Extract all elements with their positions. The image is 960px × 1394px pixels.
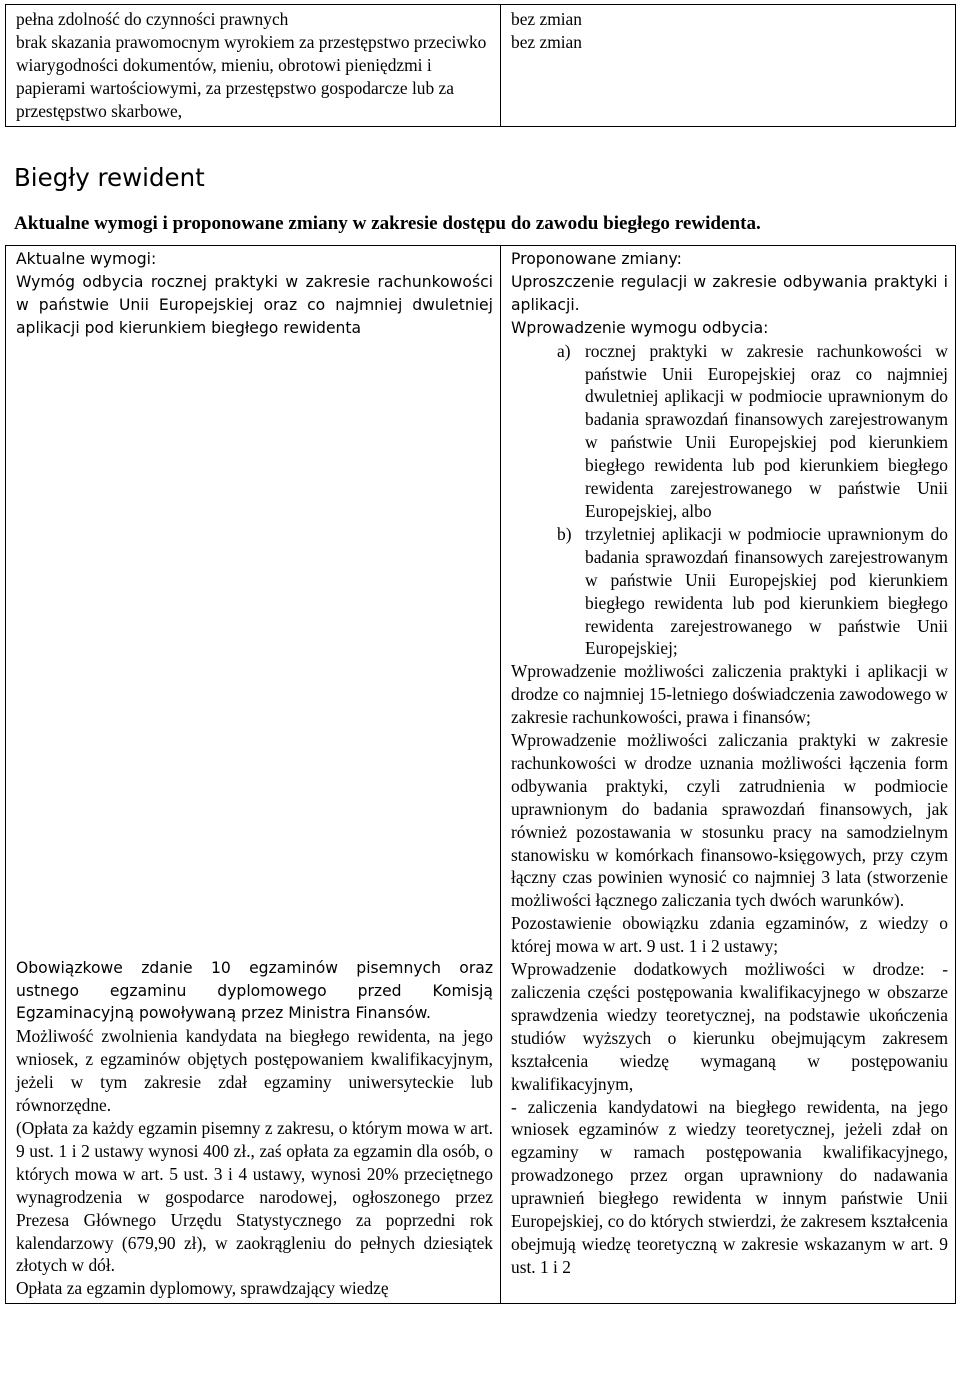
proposed-changes-header: Proponowane zmiany: [511, 250, 682, 268]
list-label-b: b) [557, 523, 572, 544]
exam-requirement: Obowiązkowe zdanie 10 egzaminów pisemnych oraz ustnego egzaminu dyplomowego przed Komisją Egzaminacyjną powoływaną przez Ministra Finansów. [16, 958, 493, 1023]
no-conviction-requirement: brak skazania prawomocnym wyrokiem za przestępstwo przeciwko wiarygodności dokumentów, mieniu, obrotowi pieniędzmi i papierami wartościowymi, za przestępstwo gospodarcze lub za przestępstwo skarbowe, [16, 31, 487, 121]
current-requirements-cell [6, 246, 501, 1304]
list-text-a: rocznej praktyki w zakresie rachunkowości w państwie Unii Europejskiej oraz co najmniej dwuletniej aplikacji w podmiocie uprawnionym do badania sprawozdań finansowych zarejestrowanym w państwie Unii Europejskiej pod kierunkiem biegłego rewidenta lub pod kierunkiem biegłego rewidenta zarejestrowanego w państwie Unii Europejskiej, albo [585, 340, 948, 521]
proposed-changes-cell [501, 246, 956, 1304]
section-subtitle: Aktualne wymogi i proponowane zmiany w zakresie dostępu do zawodu biegłego rewidenta. [14, 213, 761, 234]
combined-practice-text: Wprowadzenie możliwości zaliczania praktyki w zakresie rachunkowości w drodze uznania możliwości łączenia form odbywania praktyki, czyli zatrudnienia w podmiocie uprawnionym do badania sprawozdań finansowych, jak również pozostawania w stosunku pracy na samodzielnym stanowisku w komórkach finansowo-księgowych, przy czym łączny czas powinien wynosić co najmniej 3 lata (stworzenie możliwości łącznego zaliczania tych dwóch warunków). [511, 730, 948, 911]
additional-options-text: Wprowadzenie dodatkowych możliwości w drodze: - zaliczenia części postępowania kwalifikacyjnego w obszarze sprawdzenia wiedzy teoretycznej, na podstawie ukończenia studiów wyższych o kierunku obejmującym zakresem kształcenia wiedzę wymaganą w postępowaniu kwalifikacyjnym, [511, 959, 948, 1094]
list-text-b: trzyletniej aplikacji w podmiocie uprawnionym do badania sprawozdań finansowych zarejestrowanym w państwie Unii Europejskiej pod kierunkiem biegłego rewidenta lub pod kierunkiem biegłego rewidenta zarejestrowanego w państwie Unii Europejskiej; [585, 523, 948, 659]
left-spacer [16, 340, 493, 957]
fees-text: (Opłata za każdy egzamin pisemny z zakresu, o którym mowa w art. 9 ust. 1 i 2 ustawy wynosi 400 zł., zaś opłata za egzamin dla osób, o których mowa w art. 5 ust. 3 i 4 ustawy, wynosi 20% przeciętnego wynagrodzenia w gospodarce narodowej, ogłoszonego przez Prezesa Głównego Urzędu Statystycznego za poprzedni rok kalendarzowy (679,90 zł), w zaokrągleniu do pełnych dziesiątek złotych w dół. [16, 1117, 493, 1276]
list-label-a: a) [557, 340, 571, 361]
unchanged-note-1: bez zmian [511, 9, 582, 29]
practice-requirement: Wymóg odbycia rocznej praktyki w zakresie rachunkowości w państwie Unii Europejskiej oraz co najmniej dwuletniej aplikacji pod kierunkiem biegłego rewidenta [16, 272, 493, 337]
list-item-a [511, 340, 948, 523]
crediting-text: - zaliczenia kandydatowi na biegłego rewidenta, na jego wniosek egzaminów z wiedzy teoretycznej, jeżeli zdał on egzaminy w ramach postępowania kwalifikacyjnego, prowadzonego przez organ uprawniony do nadawania uprawnień biegłego rewidenta w innym państwie Unii Europejskiej, co do których stwierdzi, że zakresem kształcenia obejmują wiedzę teoretyczną w zakresie wskazanym w art. 9 ust. 1 i 2 [511, 1096, 948, 1277]
diploma-fee-text: Opłata za egzamin dyplomowy, sprawdzający wiedzę [16, 1278, 389, 1299]
section-title: Biegły rewident [14, 163, 205, 192]
top-left-cell [6, 5, 501, 127]
exemption-text: Możliwość zwolnienia kandydata na biegłego rewidenta, na jego wniosek, z egzaminów objętych postępowaniem kwalifikacyjnym, jeżeli w tym zakresie zdał egzaminy uniwersyteckie lub równorzędne. [16, 1026, 493, 1116]
top-table [5, 4, 956, 127]
unchanged-note-2: bez zmian [511, 31, 582, 52]
current-requirements-header: Aktualne wymogi: [16, 250, 157, 268]
intro-text: Wprowadzenie wymogu odbycia: [511, 318, 769, 337]
keep-exams-text: Pozostawienie obowiązku zdania egzaminów, z wiedzy o której mowa w art. 9 ust. 1 i 2 ustawy; [511, 913, 948, 957]
list-item-b [511, 523, 948, 660]
top-right-cell [501, 5, 956, 127]
simplification-text: Uproszczenie regulacji w zakresie odbywania praktyki i aplikacji. [511, 272, 948, 314]
credit-experience-text: Wprowadzenie możliwości zaliczenia praktyki i aplikacji w drodze co najmniej 15-letniego doświadczenia zawodowego w zakresie rachunkowości, prawa i finansów; [511, 661, 948, 728]
requirements-table [5, 245, 956, 1304]
capacity-requirement: pełna zdolność do czynności prawnych [16, 9, 289, 29]
